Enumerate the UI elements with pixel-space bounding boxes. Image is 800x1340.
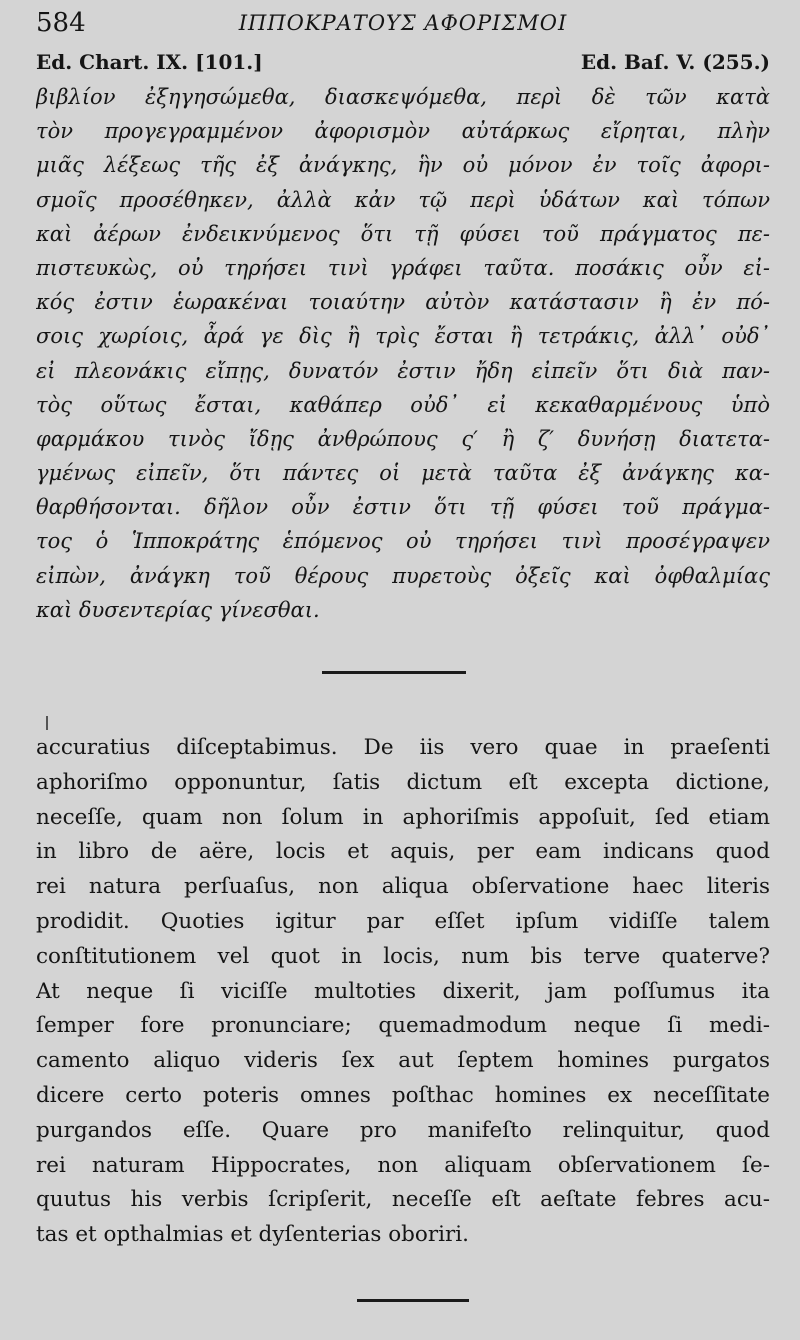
greek-text-block <box>36 80 770 627</box>
greek-line: θαρθήσονται. δῆλον οὖν ἐστιν ὅτι τῇ φύσει τοῦ πράγμα- <box>36 495 770 520</box>
greek-line: εἰ πλεονάκις εἴπῃς, δυνατόν ἐστιν ἤδη εἰπεῖν ὅτι διὰ παν- <box>36 358 770 383</box>
greek-line: βιβλίον ἐξηγησώμεθα, διασκεψόμεθα, περὶ δὲ τῶν κατὰ <box>36 85 770 109</box>
latin-line: neceſſe, quam non ſolum in aphoriſmis appoſuit, ſed etiam <box>36 804 770 830</box>
latin-line: At neque ſi viciſſe multoties dixerit, jam poſſumus ita <box>36 978 770 1004</box>
latin-line: rei natura perſuaſus, non aliqua obſervatione haec literis <box>36 874 770 900</box>
greek-line: μιᾶς λέξεως τῆς ἐξ ἀνάγκης, ἣν οὐ μόνον ἐν τοῖς ἀφορι- <box>36 153 770 178</box>
greek-line: τὸς οὕτως ἔσται, καθάπερ οὐδ᾽ εἰ κεκαθαρμένους ὑπὸ <box>36 392 770 417</box>
latin-line: in libro de aëre, locis et aquis, per eam indicans quod <box>36 839 770 865</box>
running-head <box>36 8 770 42</box>
running-title: ΙΠΠΟΚΡΑΤΟΥΣ ΑΦΟΡΙΣΜΟΙ <box>238 11 568 35</box>
latin-text-block <box>36 731 770 1253</box>
latin-line: prodidit. Quoties igitur par eſſet ipſum vidiſſe talem <box>36 908 770 934</box>
latin-line: conſtitutionem vel quot in locis, num bis terve quaterve? <box>36 943 770 969</box>
print-mark <box>46 716 48 730</box>
greek-line: εἰπὼν, ἀνάγκη τοῦ θέρους πυρετοὺς ὀξεῖς καὶ ὀφθαλμίας <box>36 563 770 588</box>
greek-line: φαρμάκου τινὸς ἴδῃς ἀνθρώπους ς′ ἢ ζ′ δυνήσῃ διατετα- <box>36 426 770 451</box>
greek-line: γμένως εἰπεῖν, ὅτι πάντες οἱ μετὰ ταῦτα ἐξ ἀνάγκης κα- <box>36 461 770 486</box>
section-divider-rule <box>322 671 466 674</box>
latin-line: quutus his verbis ſcripſerit, neceſſe eſt aeſtate febres acu- <box>36 1187 770 1213</box>
latin-line: rei naturam Hippocrates, non aliquam obſervationem ſe- <box>36 1152 770 1178</box>
latin-line: camento aliquo videris ſex aut ſeptem homines purgatos <box>36 1048 770 1074</box>
greek-line: καὶ δυσεντερίας γίνεσθαι. <box>36 597 320 622</box>
greek-line: κός ἐστιν ἑωρακέναι τοιαύτην αὐτὸν κατάστασιν ἢ ἐν πό- <box>36 290 770 315</box>
greek-line: τὸν προγεγραμμένον ἀφορισμὸν αὐτάρκως εἴρηται, πλὴν <box>36 119 770 144</box>
end-rule <box>357 1299 469 1302</box>
page-number: 584 <box>36 8 86 38</box>
latin-line: aphoriſmo opponuntur, ſatis dictum eſt excepta dictione, <box>36 769 770 795</box>
greek-line: πιστευκὼς, οὐ τηρήσει τινὶ γράφει ταῦτα. ποσάκις οὖν εἰ- <box>36 255 770 280</box>
greek-line: καὶ ἀέρων ἐνδεικνύμενος ὅτι τῇ φύσει τοῦ πράγματος πε- <box>36 221 770 246</box>
latin-line: ſemper fore pronunciare; quemadmodum neque ſi medi- <box>36 1013 770 1039</box>
greek-line: σοις χωρίοις, ἆρά γε δὶς ἢ τρὶς ἔσται ἢ τετράκις, ἀλλ᾽ οὐδ᾽ <box>36 324 770 349</box>
edition-references <box>36 50 770 80</box>
latin-line: tas et opthalmias et dyſenterias oboriri. <box>36 1222 469 1248</box>
latin-line: purgandos eſſe. Quare pro manifeſto relinquitur, quod <box>36 1117 770 1143</box>
edition-basel-reference: Ed. Baſ. V. (255.) <box>580 50 770 74</box>
latin-line: dicere certo poteris omnes poſthac homines ex neceſſitate <box>36 1082 770 1108</box>
greek-line: τος ὁ Ἱπποκράτης ἑπόμενος οὐ τηρήσει τινὶ προσέγραψεν <box>36 529 770 554</box>
latin-line: accuratius diſceptabimus. De iis vero quae in praeſenti <box>36 735 770 760</box>
edition-chartier-reference: Ed. Chart. IX. [101.] <box>36 50 263 74</box>
greek-line: σμοῖς προσέθηκεν, ἀλλὰ κἀν τῷ περὶ ὑδάτων καὶ τόπων <box>36 187 770 212</box>
